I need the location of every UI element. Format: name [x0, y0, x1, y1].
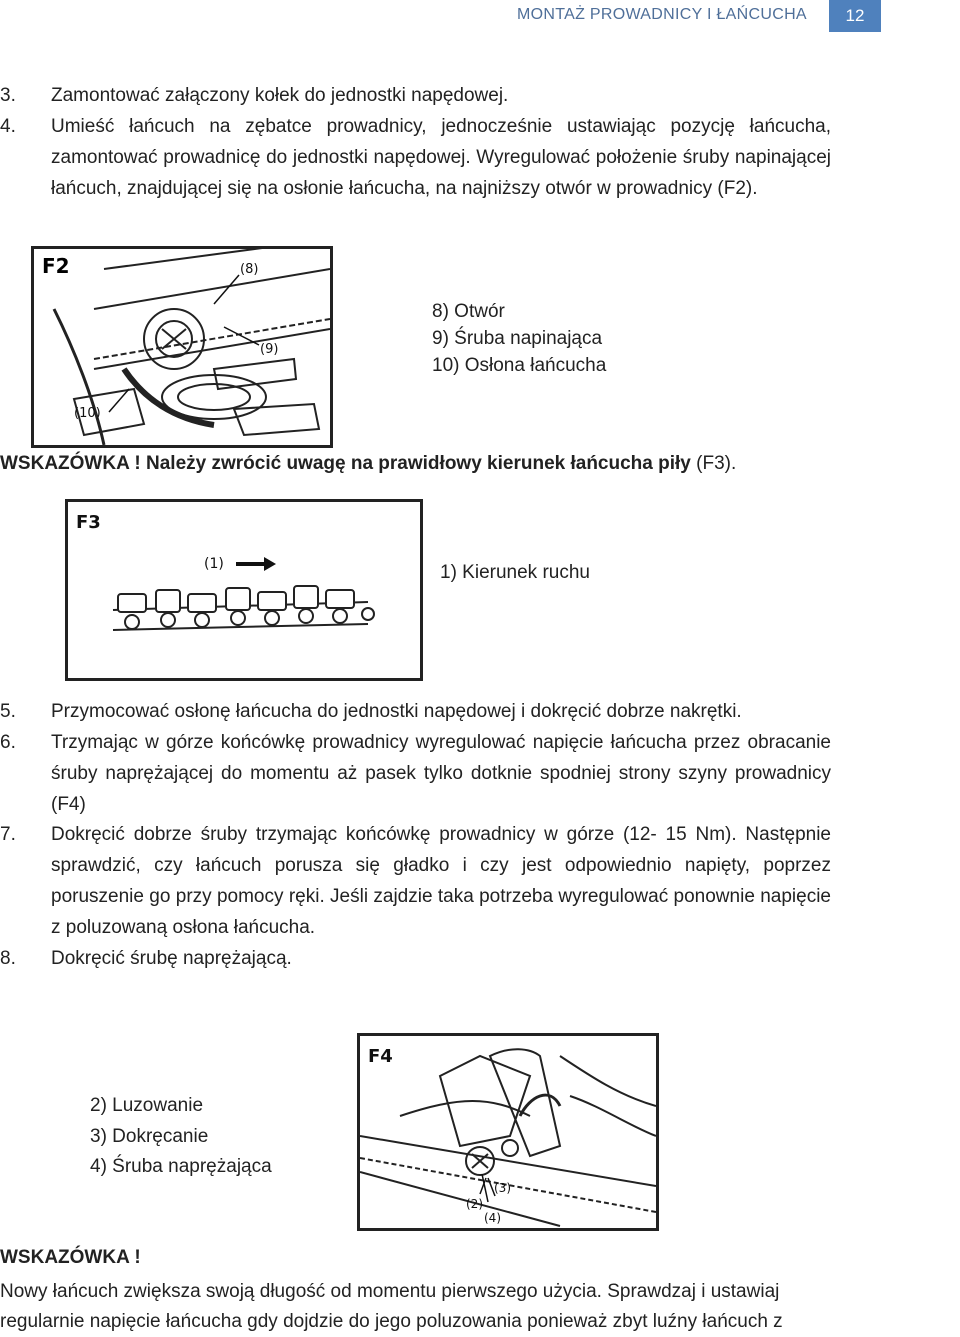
legend-item-9: 9) Śruba napinająca	[432, 328, 603, 349]
step-7-number: 7.	[0, 824, 16, 845]
legend-item-1: 1) Kierunek ruchu	[440, 562, 590, 583]
step-8-text: Dokręcić śrubę naprężającą.	[51, 948, 292, 969]
figure-f3-legend	[440, 559, 590, 586]
callout-4: (4)	[484, 1211, 501, 1225]
figure-f4-label: F4	[368, 1046, 393, 1067]
figure-f4-illustration	[360, 1036, 656, 1228]
warning-2-title: WSKAZÓWKA !	[0, 1247, 141, 1268]
step-6-text: Trzymając w górze końcówkę prowadnicy wyregulować napięcie łańcucha przez obracanie śruby naprężającej do momentu aż pasek tylko dotknie spodniej strony szyny prowadnicy (F4)	[51, 732, 831, 815]
figure-f4-legend	[90, 1091, 272, 1183]
callout-1: (1)	[204, 556, 224, 572]
figure-f2-legend	[432, 298, 606, 379]
step-6-number: 6.	[0, 732, 16, 753]
page-number-badge: 12	[829, 0, 881, 32]
step-5-text: Przymocować osłonę łańcucha do jednostki napędowej i dokręcić dobrze nakrętki.	[51, 701, 742, 722]
figure-f3-illustration	[68, 502, 420, 678]
callout-9: (9)	[260, 342, 279, 357]
legend-item-3: 3) Dokręcanie	[90, 1125, 209, 1147]
figure-f2-label: F2	[42, 254, 70, 278]
figure-f3	[65, 499, 423, 681]
figure-f2-illustration	[34, 249, 330, 445]
warning-text: Należy zwrócić uwagę na prawidłowy kierunek łańcucha piły	[146, 453, 691, 474]
warning-prefix: WSKAZÓWKA !	[0, 453, 146, 474]
step-8-number: 8.	[0, 948, 16, 969]
legend-item-4: 4) Śruba naprężająca	[90, 1156, 272, 1177]
warning-chain-direction	[0, 453, 736, 475]
callout-10: (10)	[74, 406, 101, 421]
saw-chain-drawing	[113, 586, 374, 630]
arrow-right-icon	[236, 557, 276, 571]
warning-suffix: (F3).	[690, 453, 737, 474]
figure-f3-label: F3	[76, 512, 101, 533]
callout-2: (2)	[466, 1197, 483, 1211]
figure-f4	[357, 1033, 659, 1231]
legend-item-10: 10) Osłona łańcucha	[432, 355, 607, 376]
step-3-number: 3.	[0, 85, 16, 106]
legend-item-8: 8) Otwór	[432, 301, 505, 322]
step-4-number: 4.	[0, 116, 16, 137]
warning-2-line-1: Nowy łańcuch zwiększa swoją długość od momentu pierwszego użycia. Sprawdzaj i ustawiaj	[0, 1281, 780, 1302]
step-5-number: 5.	[0, 701, 16, 722]
page-header-title: MONTAŻ PROWADNICY I ŁAŃCUCHA	[517, 6, 807, 23]
step-7-text: Dokręcić dobrze śruby trzymając końcówkę prowadnicy w górze (12- 15 Nm). Następnie sprawdzić, czy łańcuch porusza się gładko i czy jest odpowiednio napięty, poprzez poruszenie go przy pomocy ręki. Jeśli zajdzie taka potrzeba wyregulować ponownie napięcie z poluzowaną osłona łańcucha.	[51, 824, 831, 938]
callout-3: (3)	[494, 1181, 511, 1195]
figure-f2	[31, 246, 333, 448]
warning-2-line-2: regularnie napięcie łańcucha gdy dojdzie do jego poluzowania ponieważ zbyt luźny łańcuch z	[0, 1311, 783, 1332]
step-3-text: Zamontować załączony kołek do jednostki napędowej.	[51, 85, 509, 106]
callout-8: (8)	[240, 262, 259, 277]
legend-item-2: 2) Luzowanie	[90, 1095, 204, 1116]
step-4-text: Umieść łańcuch na zębatce prowadnicy, jednocześnie ustawiając pozycję łańcucha, zamontować prowadnicę do jednostki napędowej. Wyregulować położenie śruby napinającej łańcuch, znajdującej się na osłonie łańcucha, na najniższy otwór w prowadnicy (F2).	[51, 116, 831, 199]
